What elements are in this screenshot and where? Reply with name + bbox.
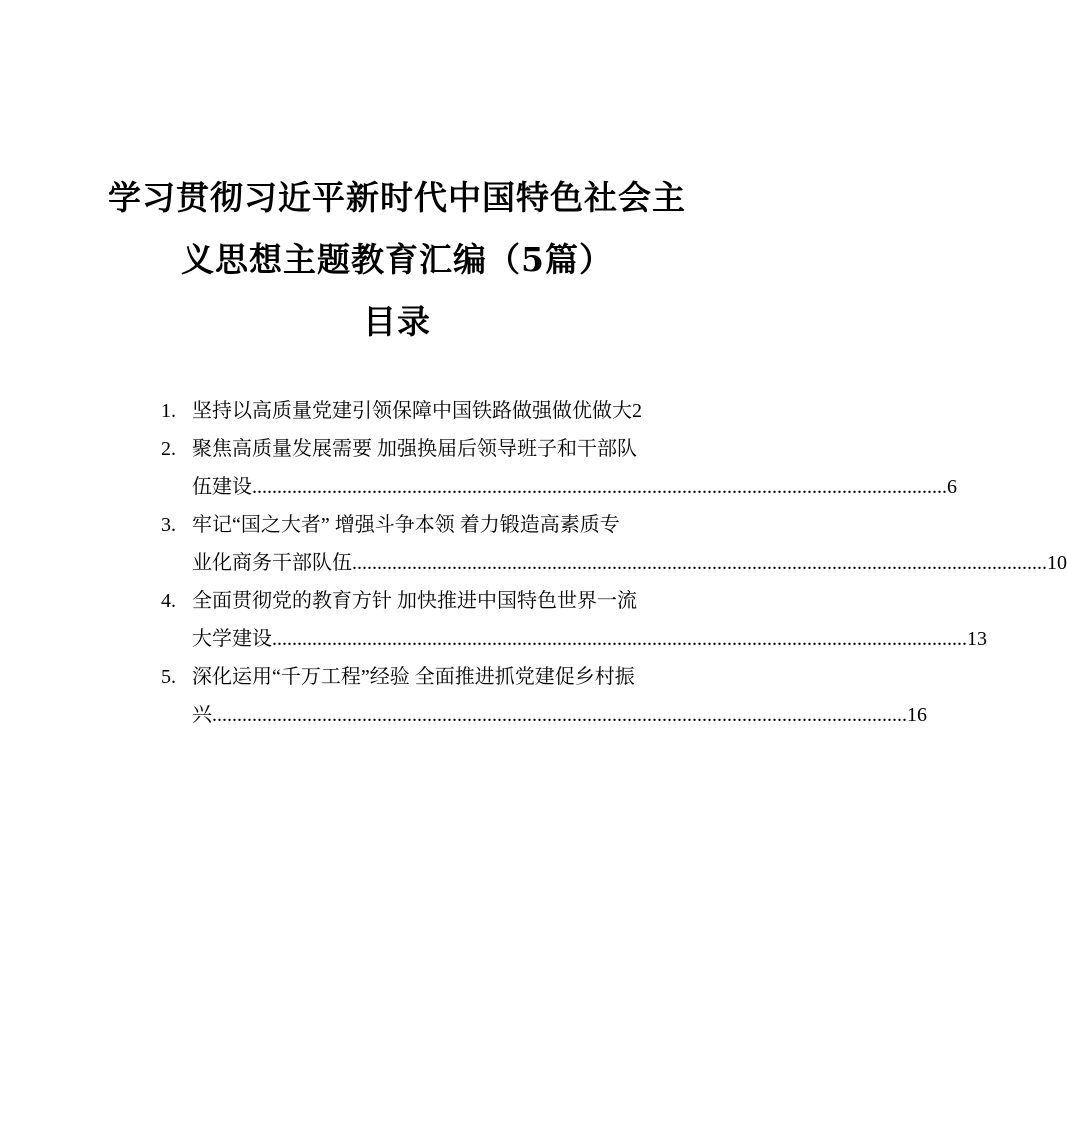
toc-leader-dots: ........................................................................................................................................... bbox=[272, 628, 967, 650]
toc-entry-title-line-2: 大学建设 bbox=[192, 628, 272, 650]
document-title-line-2: 义思想主题教育汇编（5篇） bbox=[181, 240, 613, 279]
toc-leader-dots: ........................................................................................................................................... bbox=[212, 704, 907, 726]
toc-entry-title-line-1: 牢记“国之大者” 增强斗争本领 着力锻造高素质专 bbox=[192, 514, 620, 536]
toc-entry-page: 16 bbox=[907, 704, 927, 726]
table-of-contents bbox=[161, 392, 1067, 734]
toc-entry-title-line-1: 全面贯彻党的教育方针 加快推进中国特色世界一流 bbox=[192, 590, 637, 612]
document-title-line-1: 学习贯彻习近平新时代中国特色社会主 bbox=[108, 178, 686, 217]
toc-entry-2[interactable] bbox=[161, 430, 957, 506]
toc-entry-3[interactable] bbox=[161, 506, 1067, 582]
toc-entry-title: 坚持以高质量党建引领保障中国铁路做强做优做大 bbox=[192, 400, 632, 422]
toc-heading: 目录 bbox=[363, 302, 431, 341]
toc-entry-title-line-2: 伍建设 bbox=[192, 476, 252, 498]
toc-leader-dots: ........................................................................................................................................... bbox=[352, 552, 1047, 574]
toc-entry-number: 5. bbox=[161, 666, 176, 688]
toc-entry-page: 2 bbox=[632, 400, 642, 422]
toc-entry-5[interactable] bbox=[161, 658, 927, 734]
toc-entry-number: 2. bbox=[161, 438, 176, 460]
toc-entry-1[interactable] bbox=[161, 392, 671, 430]
toc-entry-number: 1. bbox=[161, 400, 176, 422]
toc-leader-dots: ........................................................................................................................................... bbox=[252, 476, 947, 498]
toc-entry-page: 10 bbox=[1047, 552, 1067, 574]
toc-entry-4[interactable] bbox=[161, 582, 987, 658]
toc-entry-title-line-1: 聚焦高质量发展需要 加强换届后领导班子和干部队 bbox=[192, 438, 637, 460]
toc-entry-number: 4. bbox=[161, 590, 176, 612]
toc-entry-page: 13 bbox=[967, 628, 987, 650]
toc-entry-title-line-2: 业化商务干部队伍 bbox=[192, 552, 352, 574]
toc-entry-number: 3. bbox=[161, 514, 176, 536]
toc-entry-title-line-2: 兴 bbox=[192, 704, 212, 726]
toc-entry-page: 6 bbox=[947, 476, 957, 498]
toc-entry-title-line-1: 深化运用“千万工程”经验 全面推进抓党建促乡村振 bbox=[192, 666, 635, 688]
